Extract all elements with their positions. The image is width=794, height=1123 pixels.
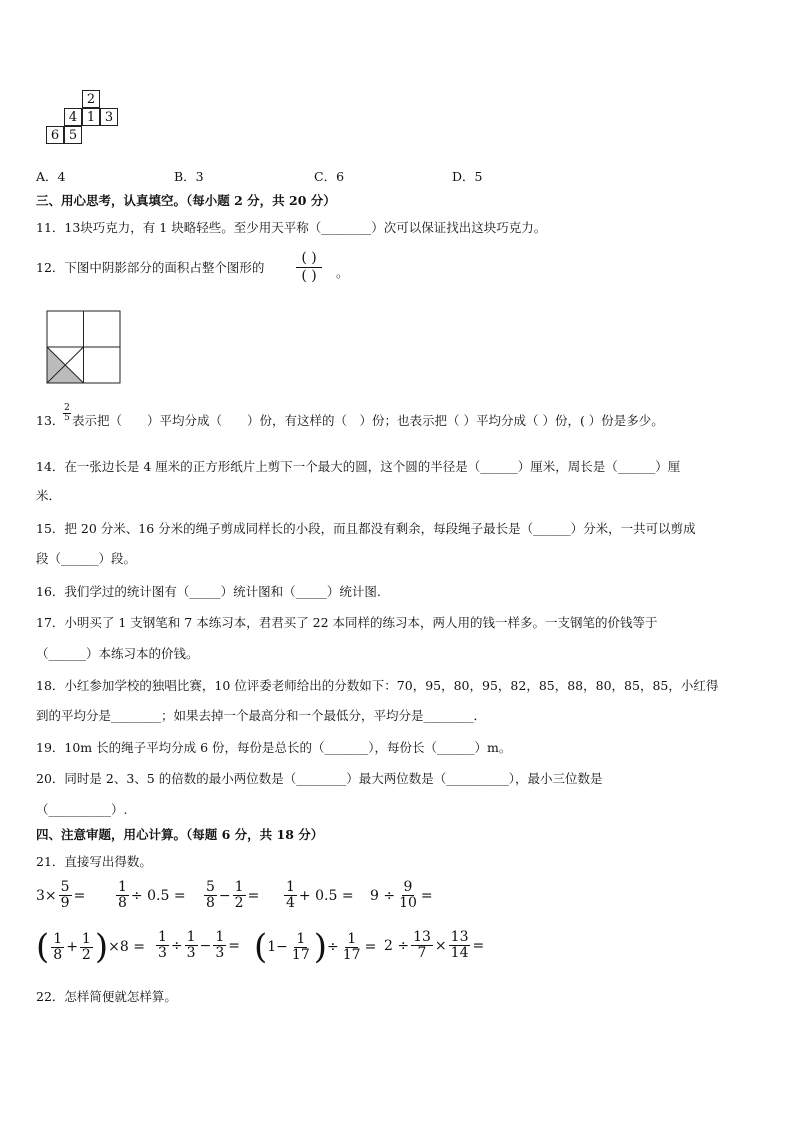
fraction bbox=[397, 880, 419, 911]
operator: − bbox=[199, 937, 212, 954]
fraction bbox=[80, 932, 93, 963]
net-cell: 4 bbox=[64, 108, 82, 126]
fraction-numerator: ( ) bbox=[296, 250, 322, 268]
fraction-numerator: 1 bbox=[53, 930, 63, 947]
question-14-cont: 米． bbox=[36, 488, 62, 503]
expr-suffix: = bbox=[420, 887, 433, 904]
fraction bbox=[59, 880, 72, 911]
fraction-denominator: 17 bbox=[342, 946, 361, 963]
expr-suffix: = bbox=[73, 887, 86, 904]
fraction-numerator: 1 bbox=[81, 930, 91, 947]
fraction-numerator: 13 bbox=[450, 929, 469, 945]
option-a: A．4 bbox=[36, 169, 66, 184]
question-17-cont: （______）本练习本的价钱。 bbox=[36, 646, 199, 661]
left-paren: ( bbox=[36, 927, 50, 967]
fraction-denominator: 9 bbox=[60, 895, 70, 911]
option-c: C．6 bbox=[314, 169, 345, 184]
fraction-denominator: 3 bbox=[158, 945, 167, 961]
expression-5 bbox=[370, 880, 433, 911]
question-15: 15．把 20 分米、16 分米的绳子剪成同样长的小段，而且都没有剩余，每段绳子最长是（______）分米，一共可以剪成 bbox=[36, 521, 696, 536]
fraction bbox=[284, 880, 297, 911]
fraction bbox=[156, 930, 169, 961]
fraction-numerator: 1 bbox=[186, 929, 196, 945]
fraction-denominator: 8 bbox=[206, 895, 215, 911]
net-cell: 5 bbox=[64, 126, 82, 144]
fraction bbox=[204, 880, 217, 911]
fraction-numerator: 1 bbox=[158, 929, 167, 945]
expression-8 bbox=[254, 927, 377, 967]
left-paren: ( bbox=[254, 927, 268, 967]
fraction-numerator: 5 bbox=[60, 879, 70, 895]
expr-suffix: = bbox=[364, 939, 377, 955]
fraction-denominator: 4 bbox=[286, 895, 295, 911]
fraction-denominator: 3 bbox=[186, 945, 196, 961]
question-15-cont: 段（______）段。 bbox=[36, 551, 137, 566]
expr-prefix: 9 ÷ bbox=[370, 887, 396, 904]
question-20: 20．同时是 2、3、5 的倍数的最小两位数是（________）最大两位数是（__________），最小三位数是 bbox=[36, 771, 603, 786]
section-4-heading: 四、注意审题，用心计算。（每题 6 分，共 18 分） bbox=[36, 827, 324, 842]
expr-prefix: 1− bbox=[267, 939, 288, 955]
operator: + bbox=[66, 939, 78, 955]
fraction bbox=[185, 930, 198, 961]
fraction-numerator: 13 bbox=[413, 929, 431, 945]
question-17: 17．小明买了 1 支钢笔和 7 本练习本，君君买了 22 本同样的练习本，两人用的钱一样多。一支钢笔的价钱等于 bbox=[36, 615, 658, 630]
question-20-cont: （__________）. bbox=[36, 802, 128, 817]
expr-suffix: = bbox=[228, 937, 240, 954]
fraction-numerator: 1 bbox=[118, 879, 127, 895]
expression-3 bbox=[202, 880, 259, 911]
expr-prefix: 3× bbox=[36, 887, 57, 904]
question-21: 21．直接写出得数。 bbox=[36, 854, 152, 869]
expr-suffix: = bbox=[472, 937, 485, 954]
fraction-denominator: 3 bbox=[215, 945, 225, 961]
expression-6 bbox=[36, 927, 145, 967]
fraction-denominator: 7 bbox=[417, 945, 427, 961]
fraction-numerator: 1 bbox=[215, 929, 225, 945]
fraction-numerator: 1 bbox=[286, 879, 295, 895]
question-13: 表示把（ ）平均分成（ ）份，有这样的（ ）份；也表示把（ ）平均分成（ ）份，( ）份是多少。 bbox=[72, 413, 664, 428]
operator: ÷ bbox=[327, 939, 339, 955]
question-12: 12．下图中阴影部分的面积占整个图形的 bbox=[36, 260, 265, 275]
right-paren: ) bbox=[313, 927, 327, 967]
expression-2 bbox=[114, 880, 186, 911]
answer-fraction bbox=[296, 250, 322, 284]
expression-7 bbox=[154, 930, 240, 961]
net-cell: 3 bbox=[100, 108, 118, 126]
fraction-numerator: 9 bbox=[403, 879, 413, 895]
question-22: 22．怎样简便就怎样算。 bbox=[36, 989, 177, 1004]
option-b: B．3 bbox=[174, 169, 204, 184]
expr-suffix: ÷ 0.5 = bbox=[130, 887, 186, 904]
expr-suffix: ×8 = bbox=[108, 939, 145, 955]
question-12-end: 。 bbox=[336, 265, 349, 280]
question-19: 19．10m 长的绳子平均分成 6 份，每份是总长的（_______），每份长（______）m。 bbox=[36, 740, 512, 755]
fraction-denominator: 8 bbox=[53, 946, 63, 963]
question-16: 16．我们学过的统计图有（_____）统计图和（_____）统计图. bbox=[36, 584, 381, 599]
fraction-denominator: 8 bbox=[118, 895, 127, 911]
fraction bbox=[449, 930, 471, 961]
fraction-denominator: 14 bbox=[450, 945, 469, 961]
section-3-heading: 三、用心思考，认真填空。（每小题 2 分，共 20 分） bbox=[36, 193, 336, 208]
question-18: 18．小红参加学校的独唱比赛，10 位评委老师给出的分数如下：70，95，80，95，82，85，88，80，85，85，小红得 bbox=[36, 678, 719, 693]
fraction bbox=[51, 932, 64, 963]
operator: − bbox=[218, 887, 231, 904]
fraction bbox=[233, 880, 246, 911]
square-grid-figure bbox=[46, 310, 122, 384]
expr-suffix: = bbox=[247, 887, 260, 904]
fraction-numerator: 1 bbox=[347, 930, 357, 947]
operator: ÷ bbox=[170, 937, 183, 954]
expr-prefix: 2 ÷ bbox=[384, 937, 410, 954]
fraction-numerator: 1 bbox=[234, 879, 244, 895]
expr-suffix: + 0.5 = bbox=[298, 887, 354, 904]
net-cell: 6 bbox=[46, 126, 64, 144]
fraction-numerator: 5 bbox=[206, 879, 215, 895]
right-paren: ) bbox=[94, 927, 109, 967]
fraction bbox=[213, 930, 226, 961]
fraction-denominator: 17 bbox=[291, 946, 310, 963]
expression-1 bbox=[36, 880, 85, 911]
net-cell: 1 bbox=[82, 108, 100, 126]
expression-9 bbox=[384, 930, 484, 961]
fraction bbox=[341, 932, 363, 963]
question-13-fraction bbox=[63, 404, 71, 423]
fraction-denominator: 2 bbox=[234, 895, 244, 911]
fraction bbox=[290, 932, 312, 963]
operator: × bbox=[434, 937, 447, 954]
question-11: 11．13块巧克力，有 1 块略轻些。至少用天平称（________）次可以保证找出这块巧克力。 bbox=[36, 220, 547, 235]
fraction bbox=[411, 930, 433, 961]
question-14: 14．在一张边长是 4 厘米的正方形纸片上剪下一个最大的圆，这个圆的半径是（______）厘米，周长是（______）厘 bbox=[36, 459, 681, 474]
question-18-cont: 到的平均分是________；如果去掉一个最高分和一个最低分，平均分是________． bbox=[36, 708, 487, 723]
fraction-denominator: ( ) bbox=[301, 268, 317, 284]
fraction-denominator: 5 bbox=[64, 413, 70, 423]
fraction-denominator: 2 bbox=[81, 946, 91, 963]
fraction-denominator: 10 bbox=[399, 895, 417, 911]
option-d: D．5 bbox=[452, 169, 483, 184]
expression-4 bbox=[282, 880, 354, 911]
fraction-numerator: 1 bbox=[296, 930, 306, 947]
question-13-number: 13． bbox=[36, 413, 65, 428]
fraction-numerator: 2 bbox=[64, 403, 70, 413]
net-cell: 2 bbox=[82, 90, 100, 108]
fraction bbox=[116, 880, 129, 911]
